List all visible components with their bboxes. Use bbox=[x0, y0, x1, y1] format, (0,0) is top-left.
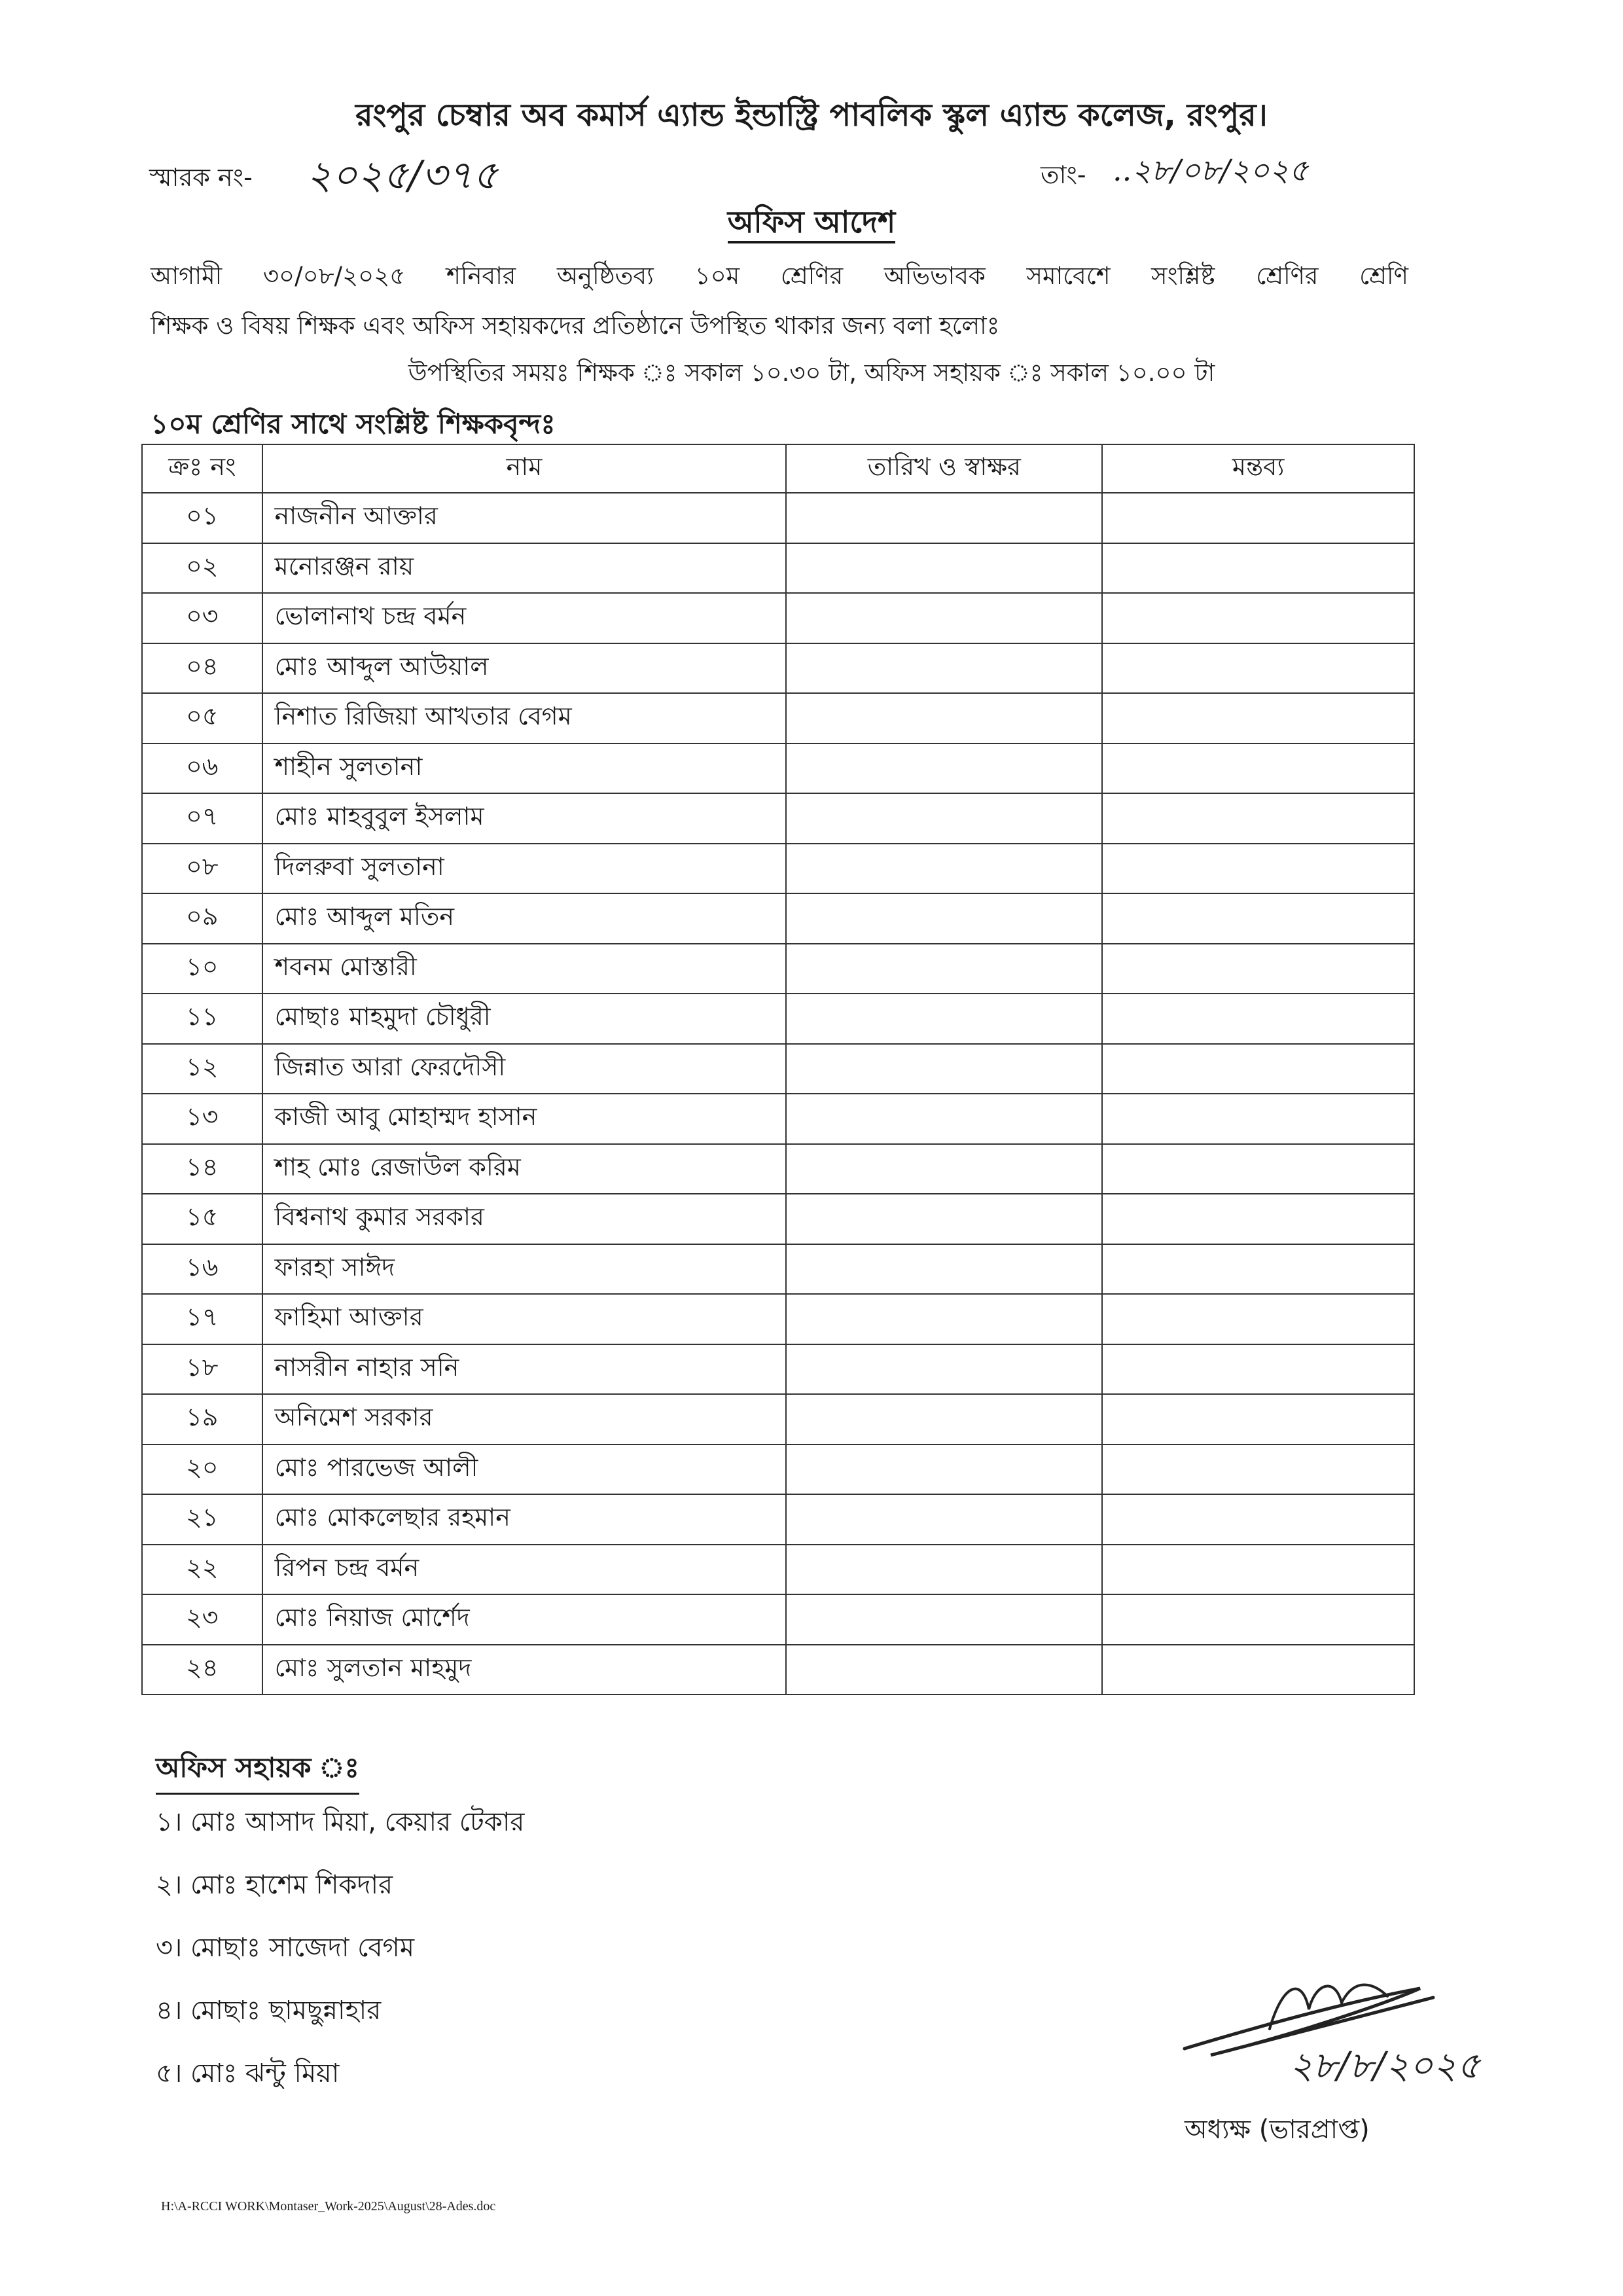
name-cell: বিশ্বনাথ কুমার সরকার bbox=[262, 1194, 787, 1244]
date-signature-cell bbox=[786, 1494, 1102, 1545]
date-signature-cell bbox=[786, 1194, 1102, 1244]
remarks-cell bbox=[1102, 1594, 1414, 1645]
table-row bbox=[142, 1194, 1414, 1244]
name-cell: মোঃ মাহবুবুল ইসলাম bbox=[262, 793, 787, 844]
remarks-cell bbox=[1102, 1344, 1414, 1395]
table-row bbox=[142, 1645, 1414, 1695]
serial-cell: ১৫ bbox=[142, 1194, 262, 1244]
date-signature-cell bbox=[786, 893, 1102, 944]
name-cell: মোঃ নিয়াজ মোর্শেদ bbox=[262, 1594, 787, 1645]
name-cell: মোছাঃ মাহমুদা চৌধুরী bbox=[262, 994, 787, 1044]
serial-cell: ০২ bbox=[142, 543, 262, 594]
serial-cell: ২০ bbox=[142, 1444, 262, 1495]
name-cell: ফাহিমা আক্তার bbox=[262, 1294, 787, 1344]
table-row bbox=[142, 744, 1414, 794]
name-cell: শাহীন সুলতানা bbox=[262, 744, 787, 794]
table-row bbox=[142, 793, 1414, 844]
date-signature-cell bbox=[786, 844, 1102, 894]
name-cell: নাসরীন নাহার সনি bbox=[262, 1344, 787, 1395]
name-cell: শাহ মোঃ রেজাউল করিম bbox=[262, 1144, 787, 1194]
remarks-cell bbox=[1102, 1094, 1414, 1144]
name-cell: ফারহা সাঈদ bbox=[262, 1244, 787, 1295]
principal-signature bbox=[1171, 1957, 1564, 2134]
name-cell: মোঃ সুলতান মাহমুদ bbox=[262, 1645, 787, 1695]
serial-cell: ১২ bbox=[142, 1044, 262, 1094]
serial-cell: ২২ bbox=[142, 1545, 262, 1595]
serial-cell: ১৪ bbox=[142, 1144, 262, 1194]
table-row bbox=[142, 1094, 1414, 1144]
serial-cell: ১০ bbox=[142, 944, 262, 994]
file-path-footer: H:\A-RCCI WORK\Montaser_Work-2025\August\28-Ades.doc bbox=[161, 2199, 496, 2214]
assistant-item: ৪। মোছাঃ ছামছুন্নাহার bbox=[156, 1996, 382, 2026]
serial-cell: ১৯ bbox=[142, 1394, 262, 1444]
serial-cell: ২৪ bbox=[142, 1645, 262, 1695]
institution-title: রংপুর চেম্বার অব কমার্স এ্যান্ড ইন্ডাস্ট্রি পাবলিক স্কুল এ্যান্ড কলেজ, রংপুর। bbox=[355, 97, 1268, 134]
name-cell: ভোলানাথ চন্দ্র বর্মন bbox=[262, 593, 787, 643]
name-cell: কাজী আবু মোহাম্মদ হাসান bbox=[262, 1094, 787, 1144]
date-signature-cell bbox=[786, 1144, 1102, 1194]
date-signature-cell bbox=[786, 1545, 1102, 1595]
date-signature-cell bbox=[786, 793, 1102, 844]
name-cell: জিন্নাত আরা ফেরদৌসী bbox=[262, 1044, 787, 1094]
order-paragraph-line-2: শিক্ষক ও বিষয় শিক্ষক এবং অফিস সহায়কদের প্রতিষ্ঠানে উপস্থিত থাকার জন্য বলা হলোঃ bbox=[151, 312, 1000, 340]
serial-cell: ০৬ bbox=[142, 744, 262, 794]
date-signature-cell bbox=[786, 1344, 1102, 1395]
date-signature-cell bbox=[786, 994, 1102, 1044]
signature-date: ২৮/৮/২০২৫ bbox=[1289, 2045, 1481, 2087]
assistant-item: ১। মোঃ আসাদ মিয়া, কেয়ার টেকার bbox=[156, 1807, 525, 1837]
remarks-cell bbox=[1102, 1294, 1414, 1344]
remarks-cell bbox=[1102, 994, 1414, 1044]
assistant-item: ৩। মোছাঃ সাজেদা বেগম bbox=[156, 1933, 415, 1963]
name-cell: মোঃ আব্দুল মতিন bbox=[262, 893, 787, 944]
table-row bbox=[142, 994, 1414, 1044]
teachers-heading: ১০ম শ্রেণির সাথে সংশ্লিষ্ট শিক্ষকবৃন্দঃ bbox=[151, 408, 556, 440]
date-signature-cell bbox=[786, 944, 1102, 994]
name-cell: নিশাত রিজিয়া আখতার বেগম bbox=[262, 693, 787, 744]
serial-cell: ০৯ bbox=[142, 893, 262, 944]
serial-cell: ০৭ bbox=[142, 793, 262, 844]
name-cell: অনিমেশ সরকার bbox=[262, 1394, 787, 1444]
date-signature-cell bbox=[786, 693, 1102, 744]
serial-cell: ০৩ bbox=[142, 593, 262, 643]
remarks-cell bbox=[1102, 643, 1414, 694]
date-signature-cell bbox=[786, 1394, 1102, 1444]
column-header-name: নাম bbox=[262, 444, 787, 493]
remarks-cell bbox=[1102, 1044, 1414, 1094]
remarks-cell bbox=[1102, 744, 1414, 794]
name-cell: রিপন চন্দ্র বর্মন bbox=[262, 1545, 787, 1595]
remarks-cell bbox=[1102, 1244, 1414, 1295]
attendance-time: উপস্থিতির সময়ঃ শিক্ষক ঃ সকাল ১০.৩০ টা, অফিস সহায়ক ঃ সকাল ১০.০০ টা bbox=[408, 359, 1215, 387]
remarks-cell bbox=[1102, 493, 1414, 543]
table-row bbox=[142, 944, 1414, 994]
remarks-cell bbox=[1102, 944, 1414, 994]
table-row bbox=[142, 593, 1414, 643]
serial-cell: ১৬ bbox=[142, 1244, 262, 1295]
date-signature-cell bbox=[786, 1294, 1102, 1344]
name-cell: দিলরুবা সুলতানা bbox=[262, 844, 787, 894]
assistant-item: ২। মোঃ হাশেম শিকদার bbox=[156, 1870, 393, 1900]
table-row bbox=[142, 643, 1414, 694]
column-header-serial: ক্রঃ নং bbox=[142, 444, 262, 493]
table-row bbox=[142, 693, 1414, 744]
serial-cell: ১১ bbox=[142, 994, 262, 1044]
remarks-cell bbox=[1102, 693, 1414, 744]
remarks-cell bbox=[1102, 844, 1414, 894]
serial-cell: ০৪ bbox=[142, 643, 262, 694]
remarks-cell bbox=[1102, 893, 1414, 944]
name-cell: মোঃ পারভেজ আলী bbox=[262, 1444, 787, 1495]
name-cell: মোঃ মোকলেছার রহমান bbox=[262, 1494, 787, 1545]
date-signature-cell bbox=[786, 1594, 1102, 1645]
office-assistants-heading: অফিস সহায়ক ঃ bbox=[156, 1746, 359, 1795]
serial-cell: ০৮ bbox=[142, 844, 262, 894]
principal-title: অধ্যক্ষ (ভারপ্রাপ্ত) bbox=[1185, 2115, 1370, 2145]
serial-cell: ২৩ bbox=[142, 1594, 262, 1645]
date-signature-cell bbox=[786, 593, 1102, 643]
name-cell: শবনম মোস্তারী bbox=[262, 944, 787, 994]
serial-cell: ১৮ bbox=[142, 1344, 262, 1395]
table-row bbox=[142, 1494, 1414, 1545]
serial-cell: ২১ bbox=[142, 1494, 262, 1545]
table-row bbox=[142, 1444, 1414, 1495]
office-order-heading: অফিস আদেশ bbox=[0, 200, 1623, 249]
remarks-cell bbox=[1102, 1645, 1414, 1695]
memo-number-label: স্মারক নং- bbox=[149, 163, 253, 192]
date-signature-cell bbox=[786, 493, 1102, 543]
serial-cell: ১৩ bbox=[142, 1094, 262, 1144]
name-cell: নাজনীন আক্তার bbox=[262, 493, 787, 543]
serial-cell: ০৫ bbox=[142, 693, 262, 744]
table-row bbox=[142, 1545, 1414, 1595]
remarks-cell bbox=[1102, 1144, 1414, 1194]
table-row bbox=[142, 1144, 1414, 1194]
date-signature-cell bbox=[786, 1645, 1102, 1695]
remarks-cell bbox=[1102, 1394, 1414, 1444]
remarks-cell bbox=[1102, 1494, 1414, 1545]
table-row bbox=[142, 893, 1414, 944]
table-row bbox=[142, 1394, 1414, 1444]
column-header-date-signature: তারিখ ও স্বাক্ষর bbox=[786, 444, 1102, 493]
table-header-row bbox=[142, 444, 1414, 493]
date-signature-cell bbox=[786, 744, 1102, 794]
serial-cell: ০১ bbox=[142, 493, 262, 543]
date-signature-cell bbox=[786, 543, 1102, 594]
date-signature-cell bbox=[786, 1244, 1102, 1295]
memo-number-handwritten: ২০২৫/৩৭৫ bbox=[306, 152, 499, 198]
date-handwritten: ..২৮/০৮/২০২৫ bbox=[1113, 152, 1309, 188]
name-cell: মনোরঞ্জন রায় bbox=[262, 543, 787, 594]
name-cell: মোঃ আব্দুল আউয়াল bbox=[262, 643, 787, 694]
date-signature-cell bbox=[786, 1094, 1102, 1144]
table-row bbox=[142, 1294, 1414, 1344]
table-row bbox=[142, 1594, 1414, 1645]
remarks-cell bbox=[1102, 1545, 1414, 1595]
order-paragraph-line-1: আগামী ৩০/০৮/২০২৫ শনিবার অনুষ্ঠিতব্য ১০ম শ্রেণির অভিভাবক সমাবেশে সংশ্লিষ্ট শ্রেণির শ্রেণি bbox=[151, 262, 1408, 290]
remarks-cell bbox=[1102, 1194, 1414, 1244]
table-row bbox=[142, 1244, 1414, 1295]
date-signature-cell bbox=[786, 643, 1102, 694]
table-row bbox=[142, 493, 1414, 543]
assistant-item: ৫। মোঃ ঝন্টু মিয়া bbox=[156, 2058, 340, 2089]
table-row bbox=[142, 1044, 1414, 1094]
serial-cell: ১৭ bbox=[142, 1294, 262, 1344]
table-row bbox=[142, 844, 1414, 894]
remarks-cell bbox=[1102, 543, 1414, 594]
teachers-table bbox=[141, 444, 1415, 1695]
date-label: তাং- bbox=[1041, 160, 1086, 189]
column-header-remarks: মন্তব্য bbox=[1102, 444, 1414, 493]
table-row bbox=[142, 1344, 1414, 1395]
remarks-cell bbox=[1102, 793, 1414, 844]
date-signature-cell bbox=[786, 1444, 1102, 1495]
remarks-cell bbox=[1102, 593, 1414, 643]
table-row bbox=[142, 543, 1414, 594]
date-signature-cell bbox=[786, 1044, 1102, 1094]
remarks-cell bbox=[1102, 1444, 1414, 1495]
